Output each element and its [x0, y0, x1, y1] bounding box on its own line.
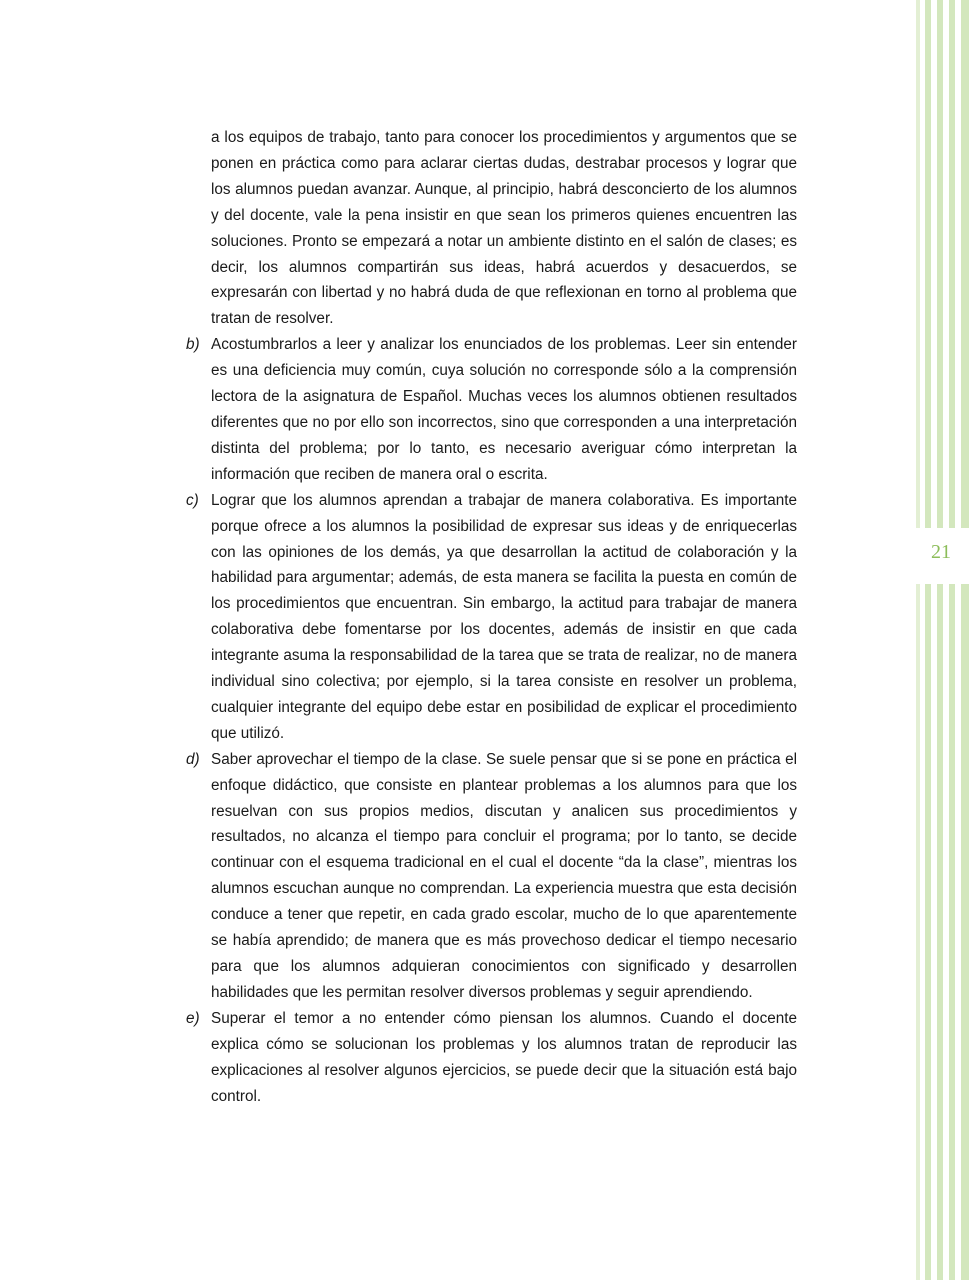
list-item-text: Superar el temor a no entender cómo piensan los alumnos. Cuando el docente explica cómo se solucionan los problemas y los alumnos tratan de reproducir las explicaciones al resolver algunos ejercicios, se puede decir que la situación está bajo control.: [211, 1009, 797, 1105]
margin-stripe: [961, 0, 969, 1280]
list-item: [186, 1006, 797, 1110]
list-item-label: e): [186, 1009, 200, 1027]
margin-stripe: [916, 0, 920, 1280]
list-item-text: Lograr que los alumnos aprendan a trabajar de manera colaborativa. Es importante porque ofrece a los alumnos la posibilidad de expresar sus ideas y de enriquecerlas con las opiniones de los demás, ya que desarrollan la actitud de colaboración y la habilidad para argumentar; además, de esta manera se facilita la puesta en común de los procedimientos que encuentran. Sin embargo, la actitud para trabajar de manera colaborativa debe fomentarse por los docentes, además de insistir en que cada integrante asuma la responsabilidad de la tarea que se trata de realizar, no de manera individual sino colectiva; por ejemplo, si la tarea consiste en resolver un problema, cualquier integrante del equipo debe estar en posibilidad de explicar el procedimiento que utilizó.: [211, 491, 797, 742]
list-item: [186, 332, 797, 487]
list-item-label: b): [186, 336, 200, 354]
intro-paragraph: a los equipos de trabajo, tanto para conocer los procedimientos y argumentos que se ponen en práctica como para aclarar ciertas dudas, destrabar procesos y lograr que los alumnos puedan avanzar. Aunque, al principio, habrá desconcierto de los alumnos y del docente, vale la pena insistir en que sean los primeros quienes encuentren las soluciones. Pronto se empezará a notar un ambiente distinto en el salón de clases; es decir, los alumnos compartirán sus ideas, habrá acuerdos y desacuerdos, se expresarán con libertad y no habrá duda de que reflexionan en torno al problema que tratan de resolver.: [211, 129, 797, 328]
margin-stripe: [949, 0, 955, 1280]
list-item-text: Saber aprovechar el tiempo de la clase. Se suele pensar que si se pone en práctica el enfoque didáctico, que consiste en plantear problemas a los alumnos para que los resuelvan con sus propios medios, discutan y analicen sus procedimientos y resultados, no alcanza el tiempo para concluir el programa; por lo tanto, se decide continuar con el esquema tradicional en el cual el docente “da la clase”, mientras los alumnos escuchan aunque no comprendan. La experiencia muestra que esta decisión conduce a tener que repetir, en cada grado escolar, mucho de lo que aparentemente se había aprendido; de manera que es más provechoso dedicar el tiempo necesario para que los alumnos adquieran conocimientos con significado y desarrollen habilidades que les permitan resolver diversos problemas y seguir aprendiendo.: [211, 750, 797, 1001]
margin-stripe: [925, 0, 931, 1280]
list-item-text: Acostumbrarlos a leer y analizar los enunciados de los problemas. Leer sin entender es una deficiencia muy común, cuya solución no corresponde sólo a la comprensión lectora de la asignatura de Español. Muchas veces los alumnos obtienen resultados diferentes que no por ello son incorrectos, sino que corresponden a una interpretación distinta del problema; por lo tanto, es necesario averiguar cómo interpretan la información que reciben de manera oral o escrita.: [211, 336, 797, 483]
list-item: [186, 488, 797, 747]
body-text: [186, 125, 797, 1109]
list-item-label: d): [186, 750, 200, 768]
page-number: 21: [931, 541, 951, 563]
list-item-label: c): [186, 491, 199, 509]
list-item: [186, 747, 797, 1006]
margin-stripe: [937, 0, 943, 1280]
